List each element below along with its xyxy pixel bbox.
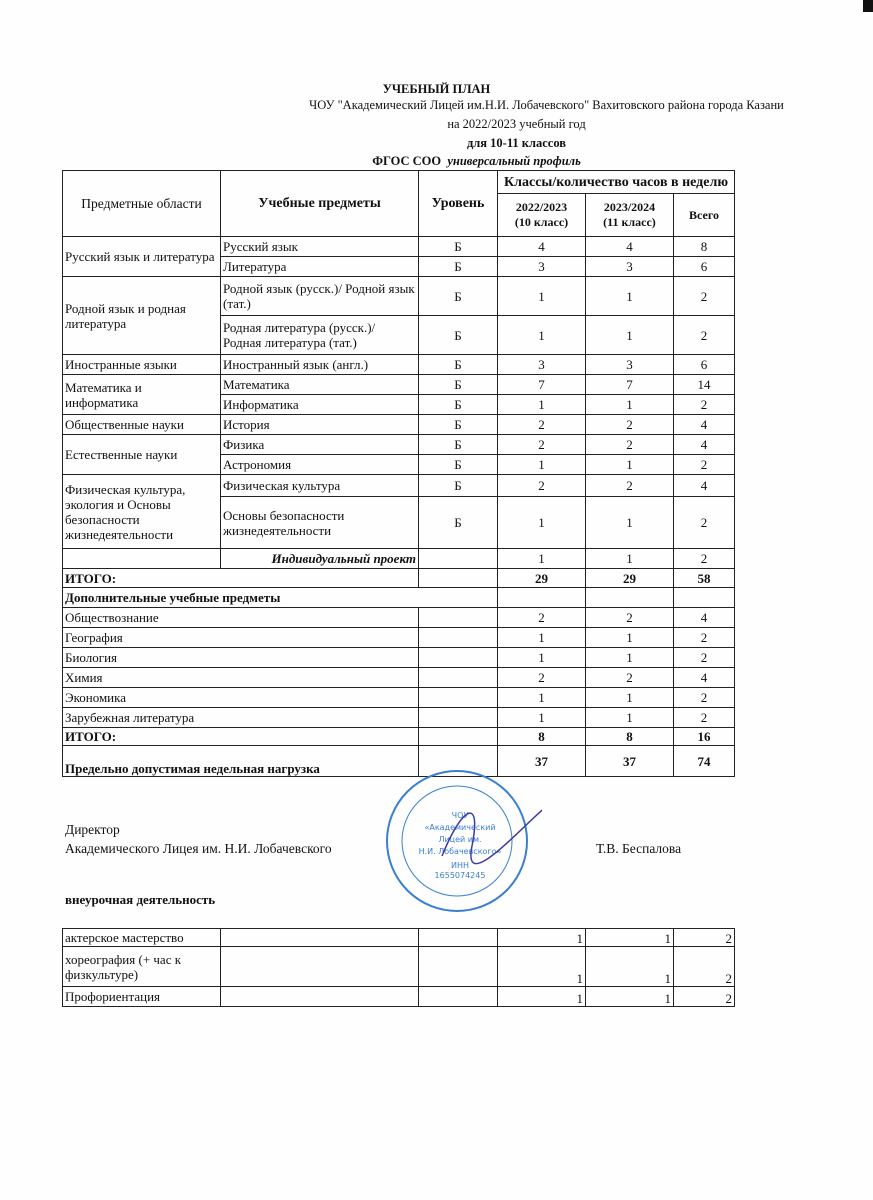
hours-2022: 1 (498, 395, 586, 415)
hours-2022: 1 (498, 708, 586, 728)
doc-title: УЧЕБНЫЙ ПЛАН (382, 82, 491, 96)
hours-2022: 1 (498, 497, 586, 549)
year1: 2022/2023 (515, 200, 568, 214)
classes-line: для 10-11 классов (466, 136, 567, 150)
hours-2023: 1 (586, 497, 674, 549)
empty-cell (419, 569, 498, 588)
empty-cell (419, 668, 498, 688)
hours-total: 4 (674, 668, 735, 688)
hours-total: 6 (674, 257, 735, 277)
subject-name: Обществознание (63, 608, 419, 628)
level: Б (419, 257, 498, 277)
official-stamp (372, 766, 542, 916)
subject-name: Физическая культура (221, 475, 419, 497)
signature-name: Т.В. Беспалова (596, 841, 682, 856)
table-row (63, 277, 735, 316)
academic-year: на 2022/2023 учебный год (447, 117, 586, 131)
subject-name: География (63, 628, 419, 648)
activity-name: хореография (+ час к физкультуре) (63, 947, 221, 987)
svg-text:1655074245: 1655074245 (434, 871, 486, 880)
empty-cell (221, 929, 419, 947)
svg-text:ЧОУ: ЧОУ (451, 811, 469, 820)
hours-2022: 1 (498, 648, 586, 668)
activity-hours: 1 (586, 929, 674, 947)
subject-name: Информатика (221, 395, 419, 415)
table-row (63, 355, 735, 375)
signature-org: Академического Лицея им. Н.И. Лобачевского (65, 841, 332, 856)
hours-2023: 1 (586, 648, 674, 668)
level: Б (419, 237, 498, 257)
total-label: Предельно допустимая недельная нагрузка (63, 746, 419, 777)
hours-total: 2 (674, 395, 735, 415)
empty-cell (419, 929, 498, 947)
total-label: ИТОГО: (63, 728, 419, 746)
total-label: ИТОГО: (63, 569, 419, 588)
hours-2022: 2 (498, 668, 586, 688)
hours-total: 2 (674, 277, 735, 316)
hours-2023: 7 (586, 375, 674, 395)
activity-hours: 1 (498, 947, 586, 987)
total-row (63, 728, 735, 746)
subject-name: Основы безопасности жизнедеятельности (221, 497, 419, 549)
hours-2023: 4 (586, 237, 674, 257)
subject-name: Зарубежная литература (63, 708, 419, 728)
hours-2023: 1 (586, 455, 674, 475)
level (419, 549, 498, 569)
table-row (63, 628, 735, 648)
hours-2023: 1 (586, 708, 674, 728)
subject-name: Астрономия (221, 455, 419, 475)
col-level: Уровень (419, 171, 498, 237)
hours-total: 2 (674, 316, 735, 355)
activity-hours: 1 (498, 987, 586, 1007)
subject-area: Родной язык и родная литература (63, 277, 221, 355)
hours-2023: 1 (586, 277, 674, 316)
level: Б (419, 277, 498, 316)
activity-name: Профориентация (63, 987, 221, 1007)
activity-row (63, 947, 735, 987)
svg-text:Н.И. Лобачевского»: Н.И. Лобачевского» (418, 847, 502, 856)
total-row (63, 569, 735, 588)
subject-name: Индивидуальный проект (221, 549, 419, 569)
svg-text:ИНН: ИНН (450, 861, 470, 870)
empty-cell (419, 987, 498, 1007)
total-value: 8 (586, 728, 674, 746)
empty-cell (419, 608, 498, 628)
hours-total: 2 (674, 688, 735, 708)
additional-title: Дополнительные учебные предметы (63, 588, 498, 608)
hours-2023: 1 (586, 549, 674, 569)
year2-class: (11 класс) (603, 215, 656, 229)
subject-area: Естественные науки (63, 435, 221, 475)
total-value: 37 (586, 746, 674, 777)
table-row (63, 415, 735, 435)
empty-cell (221, 947, 419, 987)
activity-hours: 1 (498, 929, 586, 947)
standard: ФГОС СОО (372, 154, 442, 168)
year2: 2023/2024 (603, 200, 656, 214)
extracurricular-title: внеурочная деятельность (65, 892, 216, 907)
hours-total: 2 (674, 628, 735, 648)
subject-area: Математика и информатика (63, 375, 221, 415)
subject-name: Родная литература (русск.)/ Родная литература (тат.) (221, 316, 419, 355)
subject-area: Русский язык и литература (63, 237, 221, 277)
hours-2023: 1 (586, 316, 674, 355)
hours-2023: 1 (586, 688, 674, 708)
hours-total: 4 (674, 608, 735, 628)
subject-name: Физика (221, 435, 419, 455)
hours-2022: 1 (498, 549, 586, 569)
level: Б (419, 497, 498, 549)
curriculum-table (62, 170, 735, 777)
level: Б (419, 475, 498, 497)
col-subject: Учебные предметы (221, 171, 419, 237)
hours-2022: 2 (498, 475, 586, 497)
subject-name: Русский язык (221, 237, 419, 257)
table-row (63, 435, 735, 455)
hours-2023: 3 (586, 355, 674, 375)
hours-2023: 2 (586, 475, 674, 497)
total-value: 37 (498, 746, 586, 777)
level: Б (419, 415, 498, 435)
hours-2022: 1 (498, 455, 586, 475)
year1-class: (10 класс) (514, 215, 569, 229)
table-row (63, 648, 735, 668)
empty-cell (586, 588, 674, 608)
table-row (63, 668, 735, 688)
total-value: 8 (498, 728, 586, 746)
empty-cell (498, 588, 586, 608)
svg-text:«Академический: «Академический (424, 823, 496, 832)
subject-name: Биология (63, 648, 419, 668)
activity-hours: 2 (674, 987, 735, 1007)
hours-2022: 7 (498, 375, 586, 395)
scan-corner-mark (863, 0, 873, 12)
table-row (63, 688, 735, 708)
level: Б (419, 455, 498, 475)
org-name: ЧОУ "Академический Лицей им.Н.И. Лобачевского" Вахитовского района города Казани (309, 98, 784, 112)
hours-2022: 2 (498, 608, 586, 628)
hours-2022: 3 (498, 257, 586, 277)
level: Б (419, 355, 498, 375)
col-group: Классы/количество часов в неделю (498, 171, 735, 194)
empty-cell (674, 588, 735, 608)
hours-2022: 1 (498, 316, 586, 355)
additional-header-row (63, 588, 735, 608)
subject-area (63, 549, 221, 569)
subject-name: Родной язык (русск.)/ Родной язык (тат.) (221, 277, 419, 316)
subject-name: История (221, 415, 419, 435)
total-value: 16 (674, 728, 735, 746)
hours-2022: 1 (498, 628, 586, 648)
svg-text:Лицей им.: Лицей им. (438, 835, 482, 844)
hours-total: 2 (674, 708, 735, 728)
hours-2022: 2 (498, 435, 586, 455)
table-row (63, 475, 735, 497)
total-value: 74 (674, 746, 735, 777)
hours-2023: 1 (586, 395, 674, 415)
hours-2022: 1 (498, 688, 586, 708)
activity-hours: 2 (674, 929, 735, 947)
hours-total: 14 (674, 375, 735, 395)
hours-total: 4 (674, 435, 735, 455)
hours-2023: 1 (586, 628, 674, 648)
table-row (63, 375, 735, 395)
table-row (63, 549, 735, 569)
empty-cell (221, 987, 419, 1007)
col-total: Всего (674, 194, 735, 237)
col-year1 (498, 194, 586, 237)
hours-total: 4 (674, 415, 735, 435)
subject-area: Общественные науки (63, 415, 221, 435)
empty-cell (419, 648, 498, 668)
empty-cell (419, 688, 498, 708)
hours-2023: 2 (586, 608, 674, 628)
subject-name: Математика (221, 375, 419, 395)
empty-cell (419, 708, 498, 728)
subject-name: Экономика (63, 688, 419, 708)
level: Б (419, 375, 498, 395)
level: Б (419, 435, 498, 455)
hours-2022: 1 (498, 277, 586, 316)
hours-total: 2 (674, 497, 735, 549)
table-row (63, 237, 735, 257)
subject-area: Физическая культура, экология и Основы безопасности жизнедеятельности (63, 475, 221, 549)
hours-2023: 2 (586, 435, 674, 455)
signature-role: Директор (65, 822, 120, 837)
extracurricular-table (62, 928, 735, 1007)
activity-name: актерское мастерство (63, 929, 221, 947)
hours-2023: 2 (586, 415, 674, 435)
hours-2023: 2 (586, 668, 674, 688)
hours-2022: 4 (498, 237, 586, 257)
subject-name: Литература (221, 257, 419, 277)
empty-cell (419, 728, 498, 746)
activity-row (63, 987, 735, 1007)
subject-name: Иностранный язык (англ.) (221, 355, 419, 375)
col-year2 (586, 194, 674, 237)
total-value: 29 (498, 569, 586, 588)
standard-line (40, 154, 873, 169)
hours-total: 2 (674, 549, 735, 569)
table-row (63, 608, 735, 628)
level: Б (419, 316, 498, 355)
hours-total: 8 (674, 237, 735, 257)
level: Б (419, 395, 498, 415)
activity-hours: 1 (586, 947, 674, 987)
hours-total: 2 (674, 455, 735, 475)
activity-hours: 1 (586, 987, 674, 1007)
subject-name: Химия (63, 668, 419, 688)
subject-area: Иностранные языки (63, 355, 221, 375)
hours-2023: 3 (586, 257, 674, 277)
hours-2022: 2 (498, 415, 586, 435)
hours-total: 6 (674, 355, 735, 375)
total-value: 58 (674, 569, 735, 588)
profile: универсальный профиль (447, 154, 581, 168)
total-value: 29 (586, 569, 674, 588)
activity-hours: 2 (674, 947, 735, 987)
empty-cell (419, 947, 498, 987)
hours-total: 2 (674, 648, 735, 668)
col-area: Предметные области (63, 171, 221, 237)
table-row (63, 708, 735, 728)
empty-cell (419, 628, 498, 648)
hours-2022: 3 (498, 355, 586, 375)
activity-row (63, 929, 735, 947)
hours-total: 4 (674, 475, 735, 497)
